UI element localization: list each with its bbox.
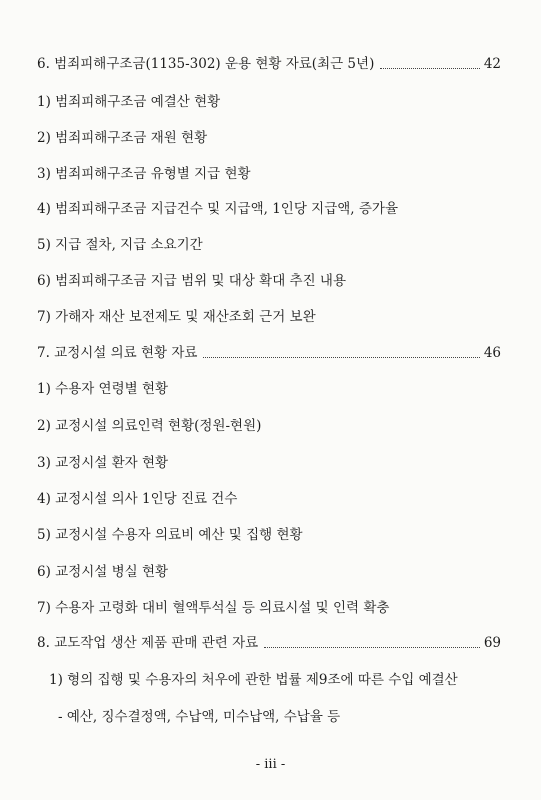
section-title: 6. 범죄피해구조금(1135-302) 운용 현황 자료(최근 5년) bbox=[37, 56, 375, 72]
page-number-footer: - iii - bbox=[255, 757, 286, 772]
toc-item: 7) 수용자 고령화 대비 혈액투석실 등 의료시설 및 인력 확충 bbox=[37, 600, 390, 616]
toc-item: 3) 범죄피해구조금 유형별 지급 현황 bbox=[37, 166, 251, 182]
toc-item: 4) 교정시설 의사 1인당 진료 건수 bbox=[37, 491, 238, 507]
dot-leader bbox=[380, 67, 479, 69]
toc-item: 5) 지급 절차, 지급 소요기간 bbox=[37, 237, 203, 253]
toc-item: 4) 범죄피해구조금 지급건수 및 지급액, 1인당 지급액, 증가율 bbox=[37, 201, 399, 217]
toc-item: 2) 범죄피해구조금 재원 현황 bbox=[37, 130, 208, 146]
toc-section-7 bbox=[37, 344, 501, 362]
section-page-number: 46 bbox=[483, 345, 501, 361]
toc-item: 1) 수용자 연령별 현황 bbox=[37, 381, 169, 397]
toc-item: 6) 교정시설 병실 현황 bbox=[37, 564, 169, 580]
dot-leader bbox=[203, 356, 479, 358]
toc-item: 3) 교정시설 환자 현황 bbox=[37, 455, 169, 471]
toc-section-8 bbox=[37, 634, 501, 652]
toc-item: 1) 형의 집행 및 수용자의 처우에 관한 법률 제9조에 따른 수입 예결산 bbox=[49, 672, 458, 688]
toc-item: 5) 교정시설 수용자 의료비 예산 및 집행 현황 bbox=[37, 527, 303, 543]
section-page-number: 69 bbox=[483, 635, 501, 651]
toc-bullet: - 예산, 징수결정액, 수납액, 미수납액, 수납율 등 bbox=[58, 709, 341, 725]
dot-leader bbox=[264, 646, 480, 648]
section-title: 8. 교도작업 생산 제품 판매 관련 자료 bbox=[37, 635, 259, 651]
toc-item: 1) 범죄피해구조금 예결산 현황 bbox=[37, 94, 221, 110]
toc-item: 6) 범죄피해구조금 지급 범위 및 대상 확대 추진 내용 bbox=[37, 273, 347, 289]
toc-item: 2) 교정시설 의료인력 현황(정원-현원) bbox=[37, 418, 262, 434]
section-title: 7. 교정시설 의료 현황 자료 bbox=[37, 345, 198, 361]
section-page-number: 42 bbox=[483, 56, 501, 72]
toc-section-6 bbox=[37, 55, 501, 73]
toc-item: 7) 가해자 재산 보전제도 및 재산조회 근거 보완 bbox=[37, 309, 316, 325]
